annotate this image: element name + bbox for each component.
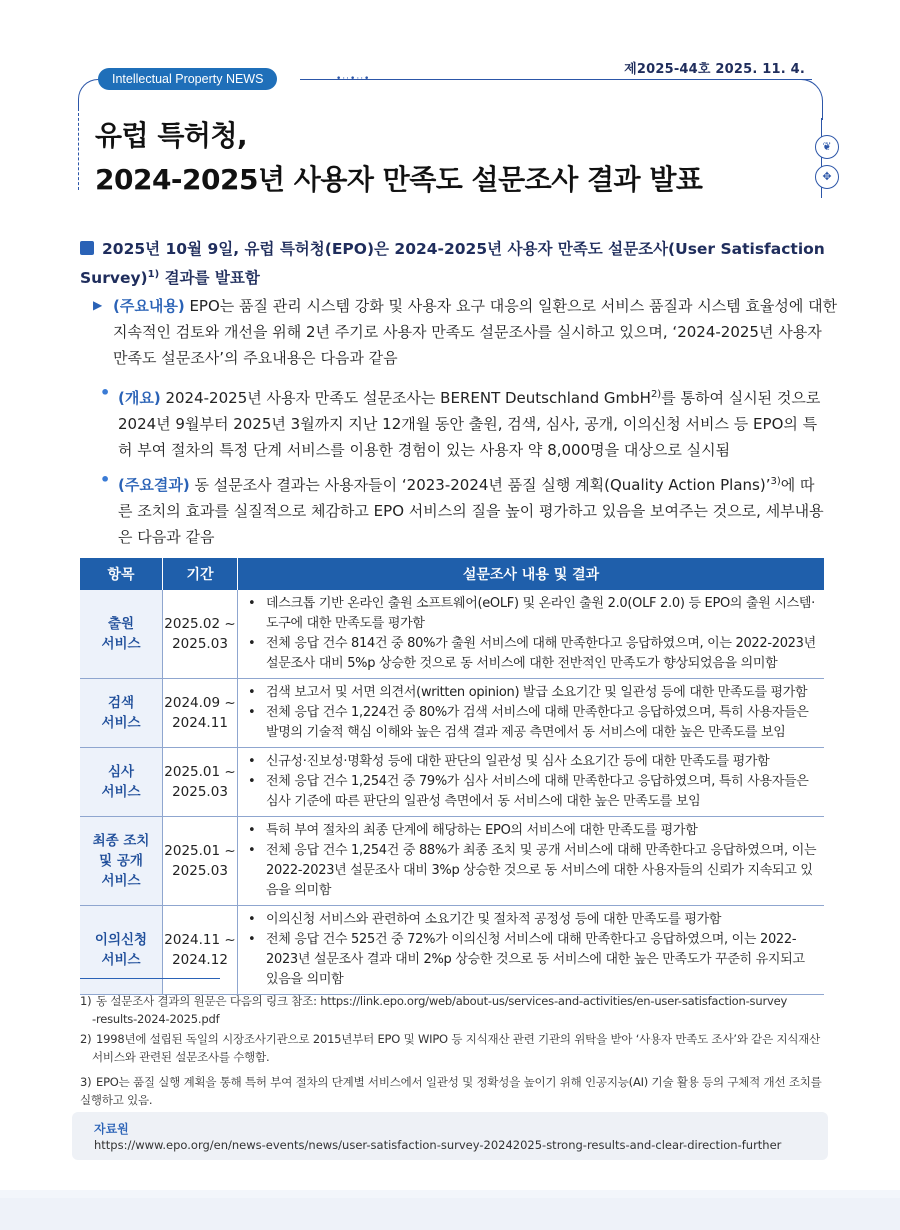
main-points-key: (주요내용) <box>113 297 185 315</box>
title-line-2: 2024-2025년 사용자 만족도 설문조사 결과 발표 <box>95 163 703 196</box>
table-body <box>80 590 824 995</box>
main-points-paragraph <box>113 293 838 371</box>
footnote-number: 3) <box>80 1075 92 1089</box>
row-description <box>238 748 825 817</box>
row-description <box>238 590 825 679</box>
results-bullet: • <box>100 470 111 489</box>
row-description <box>238 906 825 995</box>
footnote-divider <box>80 978 220 979</box>
table-row <box>80 906 824 995</box>
lead-text-end: 결과를 발표함 <box>159 269 260 288</box>
row-period: 2025.01 ~ 2025.03 <box>163 817 238 906</box>
result-item: • 검색 보고서 및 서면 의견서(written opinion) 발급 소요기간 및 일관성 등에 대한 만족도를 평가함 <box>246 683 820 703</box>
title-line-1: 유럽 특허청, <box>95 119 248 152</box>
result-item: • 특허 부여 절차의 최종 단계에 해당하는 EPO의 서비스에 대한 만족도를 평가함 <box>246 821 820 841</box>
triangle-bullet-icon: ▶ <box>93 298 103 312</box>
footnote-number: 1) <box>80 994 92 1008</box>
overview-bullet: • <box>100 383 111 402</box>
footnote-ref-3[interactable]: 3) <box>770 476 781 487</box>
result-item: • 전체 응답 건수 525건 중 72%가 이의신청 서비스에 대해 만족한다고 응답하였으며, 이는 2022-2023년 설문조사 결과 대비 2%p 상승한 것으로 동 서비스에 대한 높은 만족도가 꾸준히 유지되고 있음을 의미함 <box>246 930 820 990</box>
result-item: • 전체 응답 건수 814건 중 80%가 출원 서비스에 대해 만족한다고 응답하였으며, 이는 2022-2023년 설문조사 대비 5%p 상승한 것으로 동 서비스에 대한 전반적인 만족도가 향상되었음을 의미함 <box>246 634 820 674</box>
overview-text-end: 를 통하여 실시된 것으로 2024년 9월부터 2025년 3월까지 지난 12개월 동안 출원, 검색, 심사, 공개, 이의신청 서비스 등 EPO의 특허 부여 절차의 특정 단계 서비스를 이용한 경험이 있는 사용자 약 8,000명을 대상으로 실시됨 <box>118 389 821 459</box>
newsletter-pill: Intellectual Property NEWS <box>98 68 277 90</box>
page-title <box>95 114 795 202</box>
row-description <box>238 817 825 906</box>
result-item: • 전체 응답 건수 1,254건 중 88%가 최종 조치 및 공개 서비스에 대해 만족한다고 응답하였으며, 이는 2022-2023년 설문조사 대비 3%p 상승한 것으로 동 서비스에 대한 사용자들의 신뢰가 지속되고 있음을 의미함 <box>246 841 820 901</box>
footnote-text: EPO는 품질 실행 계획을 통해 특허 부여 절차의 단계별 서비스에서 일관성 및 정확성을 높이기 위해 인공지능(AI) 기술 활용 등의 구체적 개선 조치를 실행하고 있음. <box>80 1075 822 1107</box>
table-header-row <box>80 558 824 590</box>
results-text: 동 설문조사 결과는 사용자들이 ‘2023-2024년 품질 실행 계획(Quality Action Plans)’ <box>189 476 771 494</box>
source-label: 자료원 <box>94 1122 129 1136</box>
issue-number: 제2025-44호 2025. 11. 4. <box>624 62 805 77</box>
source-url[interactable]: https://www.epo.org/en/news-events/news/user-satisfaction-survey-20242025-strong-results-and-clear-direction-further <box>94 1138 782 1152</box>
overview-text: 2024-2025년 사용자 만족도 설문조사는 BERENT Deutschland GmbH <box>160 389 651 407</box>
results-text-end: 에 따른 조치의 효과를 실질적으로 체감하고 EPO 서비스의 질을 높이 평가하고 있음을 보여주는 것으로, 세부내용은 다음과 같음 <box>118 476 824 546</box>
row-period: 2025.01 ~ 2025.03 <box>163 748 238 817</box>
lead-text: 2025년 10월 9일, 유럽 특허청(EPO)은 2024-2025년 사용자 만족도 설문조사(User Satisfaction Survey) <box>80 240 825 288</box>
result-item: • 신규성·진보성·명확성 등에 대한 판단의 일관성 및 심사 소요기간 등에 대한 만족도를 평가함 <box>246 752 820 772</box>
footnote-text: 1998년에 설립된 독일의 시장조사기관으로 2015년부터 EPO 및 WIPO 등 지식재산 관련 기관의 위탁을 받아 ‘사용자 만족도 조사’와 같은 지식재산 <box>96 1032 821 1046</box>
lead-statement <box>80 236 825 291</box>
footnote-number: 2) <box>80 1032 92 1046</box>
row-category: 검색 서비스 <box>80 679 163 748</box>
row-period: 2025.02 ~ 2025.03 <box>163 590 238 679</box>
row-category: 최종 조치 및 공개 서비스 <box>80 817 163 906</box>
footnote-continuation: 서비스와 관련된 설문조사를 수행함. <box>92 1050 270 1064</box>
footnote-item <box>80 992 825 1028</box>
result-item: • 전체 응답 건수 1,224건 중 80%가 검색 서비스에 대해 만족한다고 응답하였으며, 특히 사용자들은 발명의 기술적 핵심 이해와 높은 검색 결과 제공 측면에서 동 서비스에 대한 높은 만족도를 보임 <box>246 703 820 743</box>
row-description <box>238 679 825 748</box>
row-category: 출원 서비스 <box>80 590 163 679</box>
leaf-circle-icon: ❦ <box>815 135 839 159</box>
footnote-ref-1[interactable]: 1) <box>147 269 160 280</box>
table-row <box>80 679 824 748</box>
table-row <box>80 817 824 906</box>
table-row <box>80 590 824 679</box>
results-paragraph <box>118 469 826 550</box>
result-item: • 이의신청 서비스와 관련하여 소요기간 및 절차적 공정성 등에 대한 만족도를 평가함 <box>246 910 820 930</box>
table-row <box>80 748 824 817</box>
footnote-continuation: -results-2024-2025.pdf <box>92 1012 220 1026</box>
result-item: • 데스크톱 기반 온라인 출원 소프트웨어(eOLF) 및 온라인 출원 2.0(OLF 2.0) 등 EPO의 출원 시스템·도구에 대한 만족도를 평가함 <box>246 594 820 634</box>
results-key: (주요결과) <box>118 476 190 494</box>
source-box <box>72 1112 828 1160</box>
footnote-item <box>80 1030 825 1066</box>
network-circle-icon: ✥ <box>815 165 839 189</box>
frame-top-line <box>300 79 812 80</box>
row-category: 이의신청 서비스 <box>80 906 163 995</box>
header-results: 설문조사 내용 및 결과 <box>238 558 825 590</box>
header-period: 기간 <box>163 558 238 590</box>
row-category: 심사 서비스 <box>80 748 163 817</box>
overview-key: (개요) <box>118 389 161 407</box>
row-period: 2024.11 ~ 2024.12 <box>163 906 238 995</box>
footnote-item <box>80 1073 825 1109</box>
footnote-text: 동 설문조사 결과의 원문은 다음의 링크 참조: https://link.epo.org/web/about-us/services-and-activities/en-user-satisfaction-survey <box>96 994 788 1008</box>
result-item: • 전체 응답 건수 1,254건 중 79%가 심사 서비스에 대해 만족한다고 응답하였으며, 특히 사용자들은 심사 기준에 따른 판단의 일관성 측면에서 동 서비스에 대한 높은 만족도를 보임 <box>246 772 820 812</box>
main-points-text: EPO는 품질 관리 시스템 강화 및 사용자 요구 대응의 일환으로 서비스 품질과 시스템 효율성에 대한 지속적인 검토와 개선을 위해 2년 주기로 사용자 만족도 설문조사를 실시하고 있으며, ‘2024-2025년 사용자 만족도 설문조사’의 주요내용은 다음과 같음 <box>113 297 838 367</box>
overview-paragraph <box>118 382 826 463</box>
row-period: 2024.09 ~ 2024.11 <box>163 679 238 748</box>
results-table <box>80 558 824 995</box>
frame-left-line <box>78 108 79 190</box>
header-category: 항목 <box>80 558 163 590</box>
footnote-ref-2[interactable]: 2) <box>650 389 662 400</box>
decorative-dots: •··•··• <box>336 74 371 84</box>
cube-bullet-icon <box>80 241 94 255</box>
bottom-band <box>0 1198 900 1230</box>
